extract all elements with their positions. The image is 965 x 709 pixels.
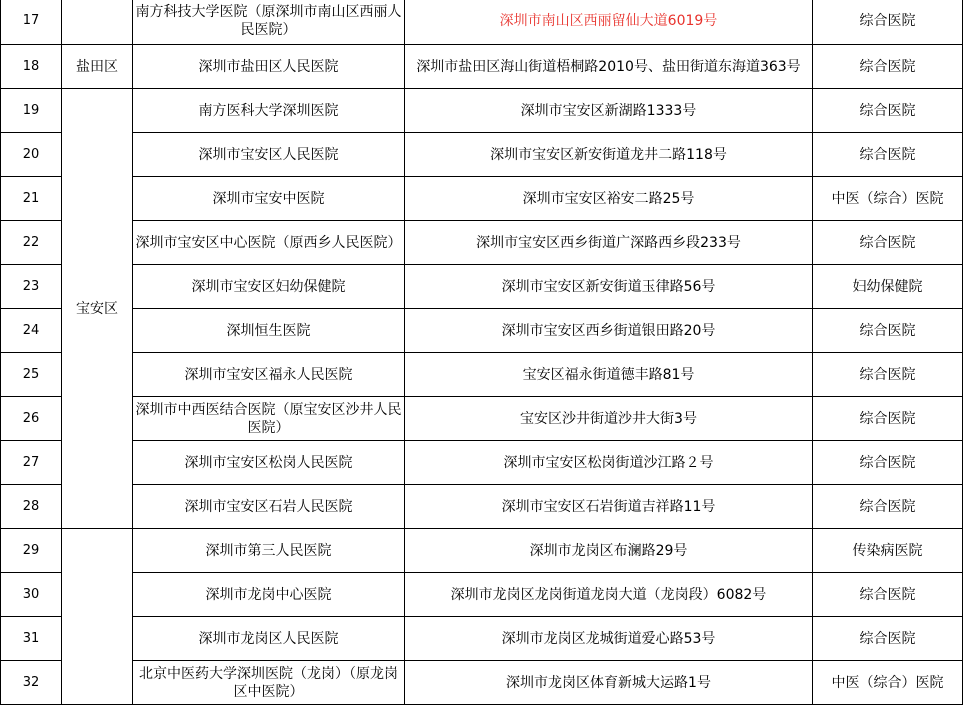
- table-row: [1, 45, 963, 89]
- row-number: 22: [1, 221, 62, 265]
- hospital-address: 宝安区福永街道德丰路81号: [405, 353, 813, 397]
- row-number: 24: [1, 309, 62, 353]
- table-row: [1, 0, 963, 45]
- hospital-type: 妇幼保健院: [813, 265, 963, 309]
- hospital-address: 深圳市龙岗区布澜路29号: [405, 529, 813, 573]
- hospital-name: 深圳市宝安中医院: [133, 177, 405, 221]
- hospital-type: 中医（综合）医院: [813, 661, 963, 705]
- district-name: 盐田区: [62, 45, 133, 89]
- hospital-address: 深圳市龙岗区体育新城大运路1号: [405, 661, 813, 705]
- row-number: 21: [1, 177, 62, 221]
- row-number: 19: [1, 89, 62, 133]
- hospital-name: 北京中医药大学深圳医院（龙岗）（原龙岗区中医院）: [133, 661, 405, 705]
- row-number: 26: [1, 397, 62, 441]
- hospital-address: 深圳市宝安区新安街道龙井二路118号: [405, 133, 813, 177]
- hospital-name: 深圳市第三人民医院: [133, 529, 405, 573]
- hospital-address: 深圳市宝安区裕安二路25号: [405, 177, 813, 221]
- table-row: [1, 221, 963, 265]
- table-row: [1, 573, 963, 617]
- table-row: [1, 397, 963, 441]
- hospital-name: 南方科技大学医院（原深圳市南山区西丽人民医院）: [133, 0, 405, 45]
- table-row: [1, 441, 963, 485]
- hospital-name: 深圳恒生医院: [133, 309, 405, 353]
- row-number: 20: [1, 133, 62, 177]
- hospital-type: 综合医院: [813, 485, 963, 529]
- hospital-address: 深圳市宝安区石岩街道吉祥路11号: [405, 485, 813, 529]
- hospital-type: 综合医院: [813, 309, 963, 353]
- hospital-name: 深圳市龙岗中心医院: [133, 573, 405, 617]
- hospital-address: 深圳市盐田区海山街道梧桐路2010号、盐田街道东海道363号: [405, 45, 813, 89]
- hospital-address: 深圳市宝安区松岗街道沙江路２号: [405, 441, 813, 485]
- row-number: 25: [1, 353, 62, 397]
- row-number: 18: [1, 45, 62, 89]
- table-row: [1, 617, 963, 661]
- table-row: [1, 265, 963, 309]
- hospital-address: 深圳市南山区西丽留仙大道6019号: [405, 0, 813, 45]
- row-number: 23: [1, 265, 62, 309]
- hospital-type: 中医（综合）医院: [813, 177, 963, 221]
- row-number: 32: [1, 661, 62, 705]
- hospital-address: 深圳市宝安区新湖路1333号: [405, 89, 813, 133]
- row-number: 31: [1, 617, 62, 661]
- row-number: 29: [1, 529, 62, 573]
- table-row: [1, 529, 963, 573]
- hospital-type: 综合医院: [813, 617, 963, 661]
- row-number: 28: [1, 485, 62, 529]
- hospital-name: 深圳市中西医结合医院（原宝安区沙井人民医院）: [133, 397, 405, 441]
- hospital-address: 深圳市龙岗区龙岗街道龙岗大道（龙岗段）6082号: [405, 573, 813, 617]
- table-row: [1, 133, 963, 177]
- hospital-address: 深圳市宝安区新安街道玉律路56号: [405, 265, 813, 309]
- hospital-type: 综合医院: [813, 133, 963, 177]
- table-row: [1, 89, 963, 133]
- district-name: 宝安区: [62, 89, 133, 529]
- row-number: 17: [1, 0, 62, 45]
- table-row: [1, 485, 963, 529]
- table-row: [1, 177, 963, 221]
- row-number: 27: [1, 441, 62, 485]
- hospital-type: 综合医院: [813, 221, 963, 265]
- hospital-name: 深圳市宝安区松岗人民医院: [133, 441, 405, 485]
- hospital-name: 深圳市宝安区中心医院（原西乡人民医院）: [133, 221, 405, 265]
- hospital-name: 深圳市宝安区福永人民医院: [133, 353, 405, 397]
- hospital-address: 深圳市宝安区西乡街道广深路西乡段233号: [405, 221, 813, 265]
- hospital-address: 深圳市宝安区西乡街道银田路20号: [405, 309, 813, 353]
- hospital-type: 综合医院: [813, 0, 963, 45]
- hospital-name: 深圳市宝安区石岩人民医院: [133, 485, 405, 529]
- hospital-name: 南方医科大学深圳医院: [133, 89, 405, 133]
- hospital-type: 综合医院: [813, 89, 963, 133]
- hospital-type: 综合医院: [813, 441, 963, 485]
- row-number: 30: [1, 573, 62, 617]
- table-row: [1, 661, 963, 705]
- hospital-type: 综合医院: [813, 353, 963, 397]
- district-cell-empty: [62, 529, 133, 705]
- hospital-name: 深圳市宝安区人民医院: [133, 133, 405, 177]
- hospital-type: 综合医院: [813, 45, 963, 89]
- district-cell-empty: [62, 0, 133, 45]
- hospital-type: 综合医院: [813, 573, 963, 617]
- hospital-name: 深圳市宝安区妇幼保健院: [133, 265, 405, 309]
- hospital-address: 深圳市龙岗区龙城街道爱心路53号: [405, 617, 813, 661]
- hospital-name: 深圳市龙岗区人民医院: [133, 617, 405, 661]
- hospital-type: 综合医院: [813, 397, 963, 441]
- table-row: [1, 353, 963, 397]
- hospital-address: 宝安区沙井街道沙井大街3号: [405, 397, 813, 441]
- hospital-name: 深圳市盐田区人民医院: [133, 45, 405, 89]
- table-row: [1, 309, 963, 353]
- hospital-type: 传染病医院: [813, 529, 963, 573]
